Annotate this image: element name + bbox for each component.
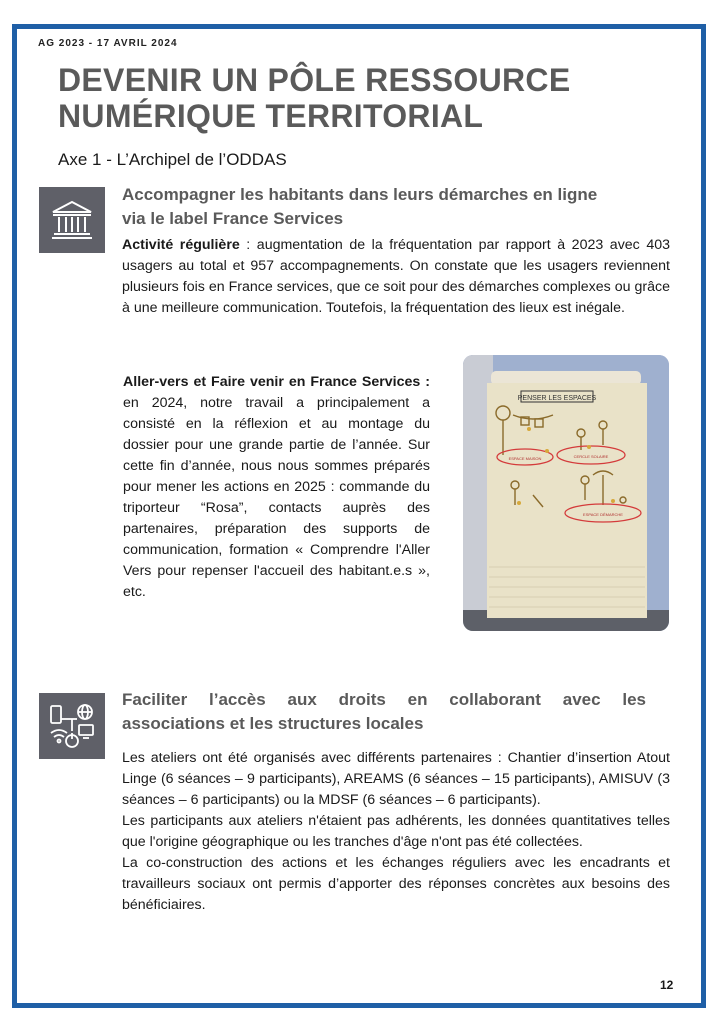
section2-text: en 2024, notre travail a principalement a consisté en la réflexion et au montage du dossier pour une grande partie de l’année. Sur cette fin d’année, nous nous sommes préparés pour mener les actions en 2025 : commande du triporteur “Rosa”, contacts auprès des partenaires, préparation des supports de communication, formation « Comprendre l'Aller Vers pour repenser l'accueil des habitant.e.s », etc.	[123, 395, 430, 600]
section1-heading	[122, 183, 672, 231]
section3-paragraph-1: Les ateliers ont été organisés avec différents partenaires : Chantier d’insertion Atout Linge (6 séances – 9 participants), AREAMS (6 séances – 15 participants), AMISUV (3 séances – 6 participants) ou la MDSF (6 séances – 6 participants).	[122, 750, 670, 808]
section3-heading	[122, 688, 646, 712]
page-subtitle: Axe 1 - L’Archipel de l’ODDAS	[58, 150, 287, 169]
section3-heading-line2: associations et les structures locales	[122, 714, 424, 733]
board-label-2: CERCLE SOLAIRE	[573, 454, 609, 459]
section3-heading-cont	[122, 712, 646, 736]
page-title-line1: DEVENIR UN PÔLE RESSOURCE	[58, 62, 571, 98]
flipchart-photo	[463, 355, 669, 631]
section3-paragraphs	[122, 748, 670, 916]
section1-paragraph	[122, 235, 670, 319]
digital-devices-icon	[39, 693, 105, 759]
board-label-1: ESPACE MAISON	[508, 456, 542, 461]
section1-text: : augmentation de la fréquentation par rapport à 2023 avec 403 usagers au total et 957 accompagnements. On constate que les usagers reviennent plusieurs fois en France services, que ce soit pour des démarches complexes ou grâce à une meilleure communication. Toutefois, la fréquentation des lieux est inégale.	[122, 237, 671, 316]
government-building-icon	[39, 187, 105, 253]
page-number: 12	[660, 978, 674, 992]
header-tag: AG 2023 - 17 AVRIL 2024	[38, 38, 178, 49]
section1-label: Activité régulière	[122, 237, 240, 253]
section1-heading-line2: via le label France Services	[122, 209, 344, 228]
section3-heading-line1: Faciliter l’accès aux droits en collaborant avec les	[122, 690, 646, 709]
section2-paragraph	[123, 372, 430, 603]
section3-paragraph-3: La co-construction des actions et les échanges réguliers avec les encadrants et travailleurs sociaux ont permis d’apporter des réponses concrètes aux besoins des bénéficiaires.	[122, 855, 670, 913]
page-title	[58, 62, 678, 134]
page-title-line2: NUMÉRIQUE TERRITORIAL	[58, 98, 484, 134]
section1-heading-line1: Accompagner les habitants dans leurs démarches en ligne	[122, 185, 598, 204]
section2-label: Aller-vers et Faire venir en France Services :	[123, 374, 430, 390]
board-label-3: ESPACE DÉMARCHE	[583, 512, 623, 517]
board-title: PENSER LES ESPACES	[517, 395, 597, 402]
section3-paragraph-2: Les participants aux ateliers n'étaient pas adhérents, les données quantitatives telles que l'origine géographique ou les tranches d'âge n'ont pas été collectées.	[122, 813, 670, 850]
